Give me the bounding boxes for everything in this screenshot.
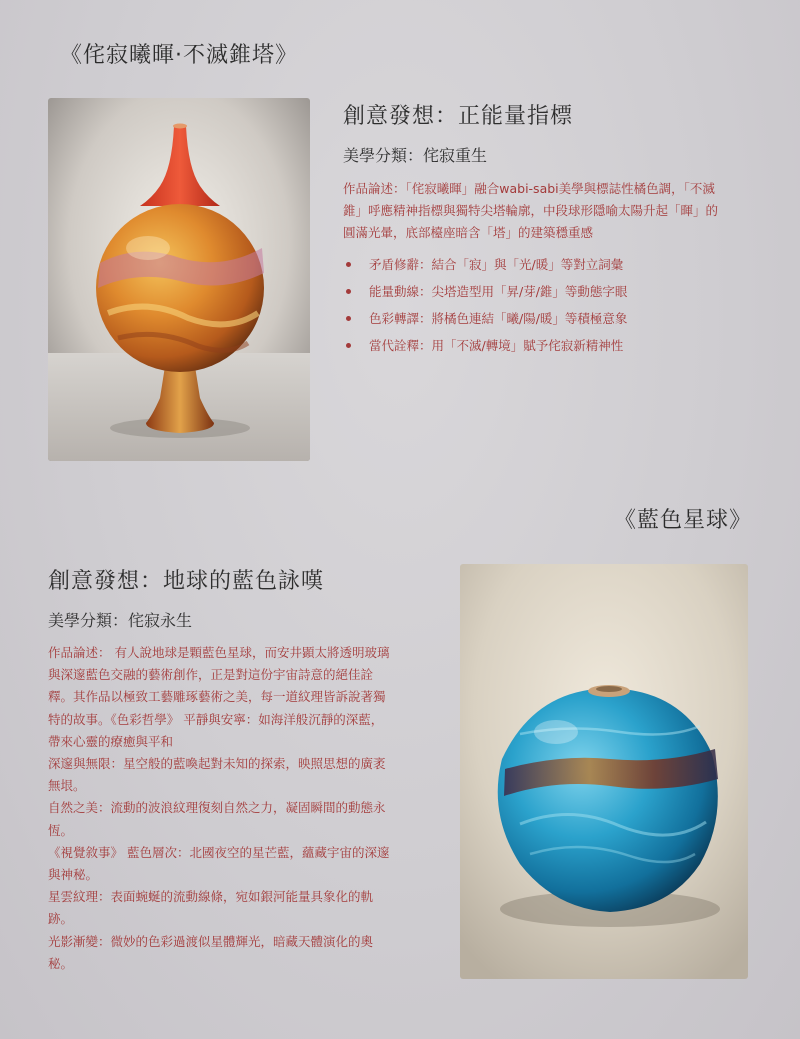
description-line: 自然之美：流動的波浪紋理復刻自然之力，凝固瞬間的動態永 bbox=[48, 800, 386, 816]
series-title-wabi-sabi: 《侘寂曦暉·不滅錐塔》 bbox=[60, 43, 298, 68]
description-line: 作品論述： 有人說地球是顆藍色星球，而安井顕太將透明玻璃 bbox=[48, 645, 390, 660]
description-line: 無垠。 bbox=[48, 778, 86, 794]
description-line: 秘。 bbox=[48, 955, 74, 971]
category-wabi-sabi-eternal: 美學分類：侘寂永生 bbox=[48, 611, 193, 630]
idea-title-earth-blue-ode: 創意發想：地球的藍色詠嘆 bbox=[48, 569, 325, 594]
vase-photo-orange bbox=[48, 98, 310, 461]
key-points-list bbox=[343, 251, 763, 359]
description-line: 跡。 bbox=[48, 911, 74, 927]
description-line: 錐」呼應精神指標與獨特尖塔輪廓，中段球形隱喻太陽升起「暉」的 bbox=[343, 203, 719, 219]
description-line: 帶來心靈的療癒與平和 bbox=[48, 733, 174, 749]
description-line: 與神秘。 bbox=[48, 867, 99, 883]
description-line: 恆。 bbox=[48, 822, 74, 838]
description-line: 圓滿光暈，底部檯座暗含「塔」的建築穩重感 bbox=[343, 225, 594, 241]
series-title-blue-planet: 《藍色星球》 bbox=[614, 508, 753, 533]
idea-title-positive-energy: 創意發想：正能量指標 bbox=[343, 104, 574, 129]
description-line: 特的故事。《色彩哲學》 平靜與安寧：如海洋般沉靜的深藍， bbox=[48, 711, 384, 727]
description-section2 bbox=[48, 642, 428, 975]
list-item: 色彩轉譯：將橘色連結「曦/陽/暖」等積極意象 bbox=[343, 305, 763, 332]
description-line: 《視覺敘事》 藍色層次：北國夜空的星芒藍，蘊藏宇宙的深邃 bbox=[48, 844, 390, 860]
list-item: 矛盾修辭：結合「寂」與「光/暖」等對立詞彙 bbox=[343, 251, 763, 278]
category-wabi-sabi-rebirth: 美學分類：侘寂重生 bbox=[343, 146, 488, 165]
list-item: 能量動線：尖塔造型用「昇/芽/錐」等動態字眼 bbox=[343, 278, 763, 305]
description-line: 光影漸變：微妙的色彩過渡似星體輝光，暗藏天體演化的奧 bbox=[48, 933, 374, 949]
description-line: 作品論述：「侘寂曦暉」融合wabi-sabi美學與標誌性橘色調，「不滅 bbox=[343, 181, 715, 196]
description-section1 bbox=[343, 178, 763, 245]
vase-photo-blue bbox=[460, 564, 748, 979]
list-item: 當代詮釋：用「不滅/轉境」賦予侘寂新精神性 bbox=[343, 332, 763, 359]
description-line: 釋。其作品以極致工藝雕琢藝術之美，每一道紋理皆訴說著獨 bbox=[48, 689, 386, 705]
description-line: 與深邃藍色交融的藝術創作，正是對這份宇宙詩意的絕佳詮 bbox=[48, 667, 374, 683]
description-line: 星雲紋理：表面蜿蜒的流動線條，宛如銀河能量具象化的軌 bbox=[48, 889, 374, 905]
description-line: 深邃與無限：星空般的藍喚起對未知的探索，映照思想的廣袤 bbox=[48, 756, 386, 772]
